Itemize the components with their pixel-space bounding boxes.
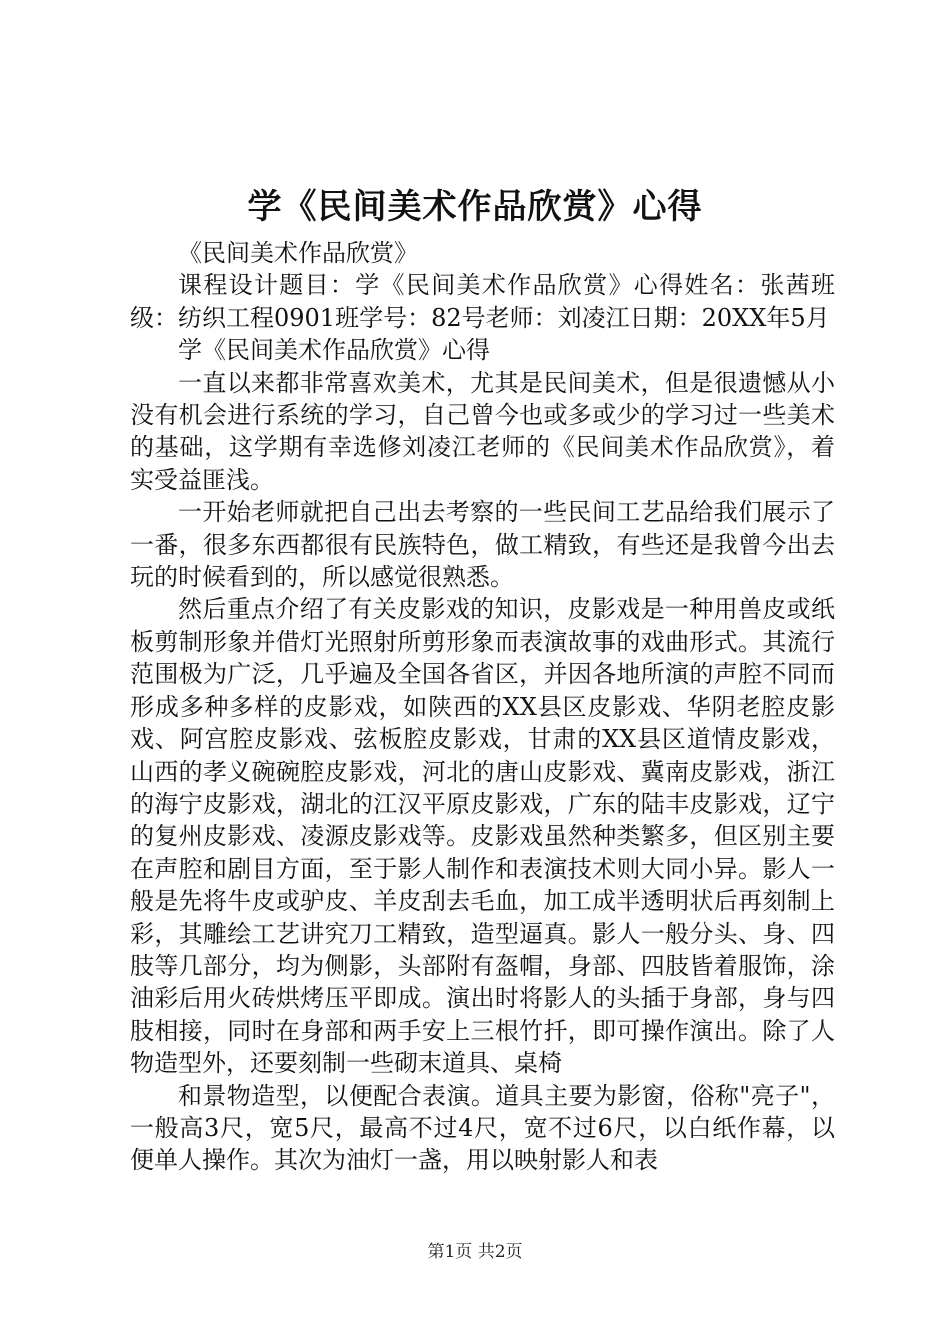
- paragraph-props: 和景物造型，以便配合表演。道具主要为影窗，俗称"亮子"，一般高3尺，宽5尺，最高不过4尺，宽不过6尺，以白纸作幕，以便单人操作。其次为油灯一盏，用以映射影人和表: [130, 1081, 835, 1175]
- paragraph-intro: 一直以来都非常喜欢美术，尤其是民间美术，但是很遗憾从小没有机会进行系统的学习，自己曾今也或多或少的学习过一些美术的基础，这学期有幸选修刘凌江老师的《民间美术作品欣赏》，着实受益匪浅。: [130, 368, 835, 494]
- paragraph-course-info: 课程设计题目：学《民间美术作品欣赏》心得姓名：张茜班级：纺织工程0901班学号：82号老师：刘凌江日期：20XX年5月: [130, 271, 835, 332]
- document-body: [130, 237, 835, 1177]
- paragraph-shadow-play: 然后重点介绍了有关皮影戏的知识，皮影戏是一种用兽皮或纸板剪制形象并借灯光照射所剪形象而表演故事的戏曲形式。其流行范围极为广泛，几乎遍及全国各省区，并因各地所演的声腔不同而形成多种多样的皮影戏，如陕西的XX县区皮影戏、华阴老腔皮影戏、阿宫腔皮影戏、弦板腔皮影戏，甘肃的XX县区道情皮影戏，山西的孝义碗碗腔皮影戏，河北的唐山皮影戏、冀南皮影戏，浙江的海宁皮影戏，湖北的江汉平原皮影戏，广东的陆丰皮影戏，辽宁的复州皮影戏、凌源皮影戏等。皮影戏虽然种类繁多，但区别主要在声腔和剧目方面，至于影人制作和表演技术则大同小异。影人一般是先将牛皮或驴皮、羊皮刮去毛血，加工成半透明状后再刻制上彩，其雕绘工艺讲究刀工精致，造型逼真。影人一般分头、身、四肢等几部分，均为侧影，头部附有盔帽，身部、四肢皆着服饰，涂油彩后用火砖烘烤压平即成。演出时将影人的头插于身部，身与四肢相接，同时在身部和两手安上三根竹扦，即可操作演出。除了人物造型外，还要刻制一些砌末道具、桌椅: [130, 595, 835, 1078]
- paragraph-course-title: 《民间美术作品欣赏》: [178, 239, 418, 267]
- page-footer: 第1页 共2页: [427, 1242, 523, 1262]
- paragraph-crafts: 一开始老师就把自己出去考察的一些民间工艺品给我们展示了一番，很多东西都很有民族特色，做工精致，有些还是我曾今出去玩的时候看到的，所以感觉很熟悉。: [130, 498, 835, 592]
- document-title: 学《民间美术作品欣赏》心得: [247, 187, 703, 227]
- paragraph-subtitle: 学《民间美术作品欣赏》心得: [178, 336, 490, 365]
